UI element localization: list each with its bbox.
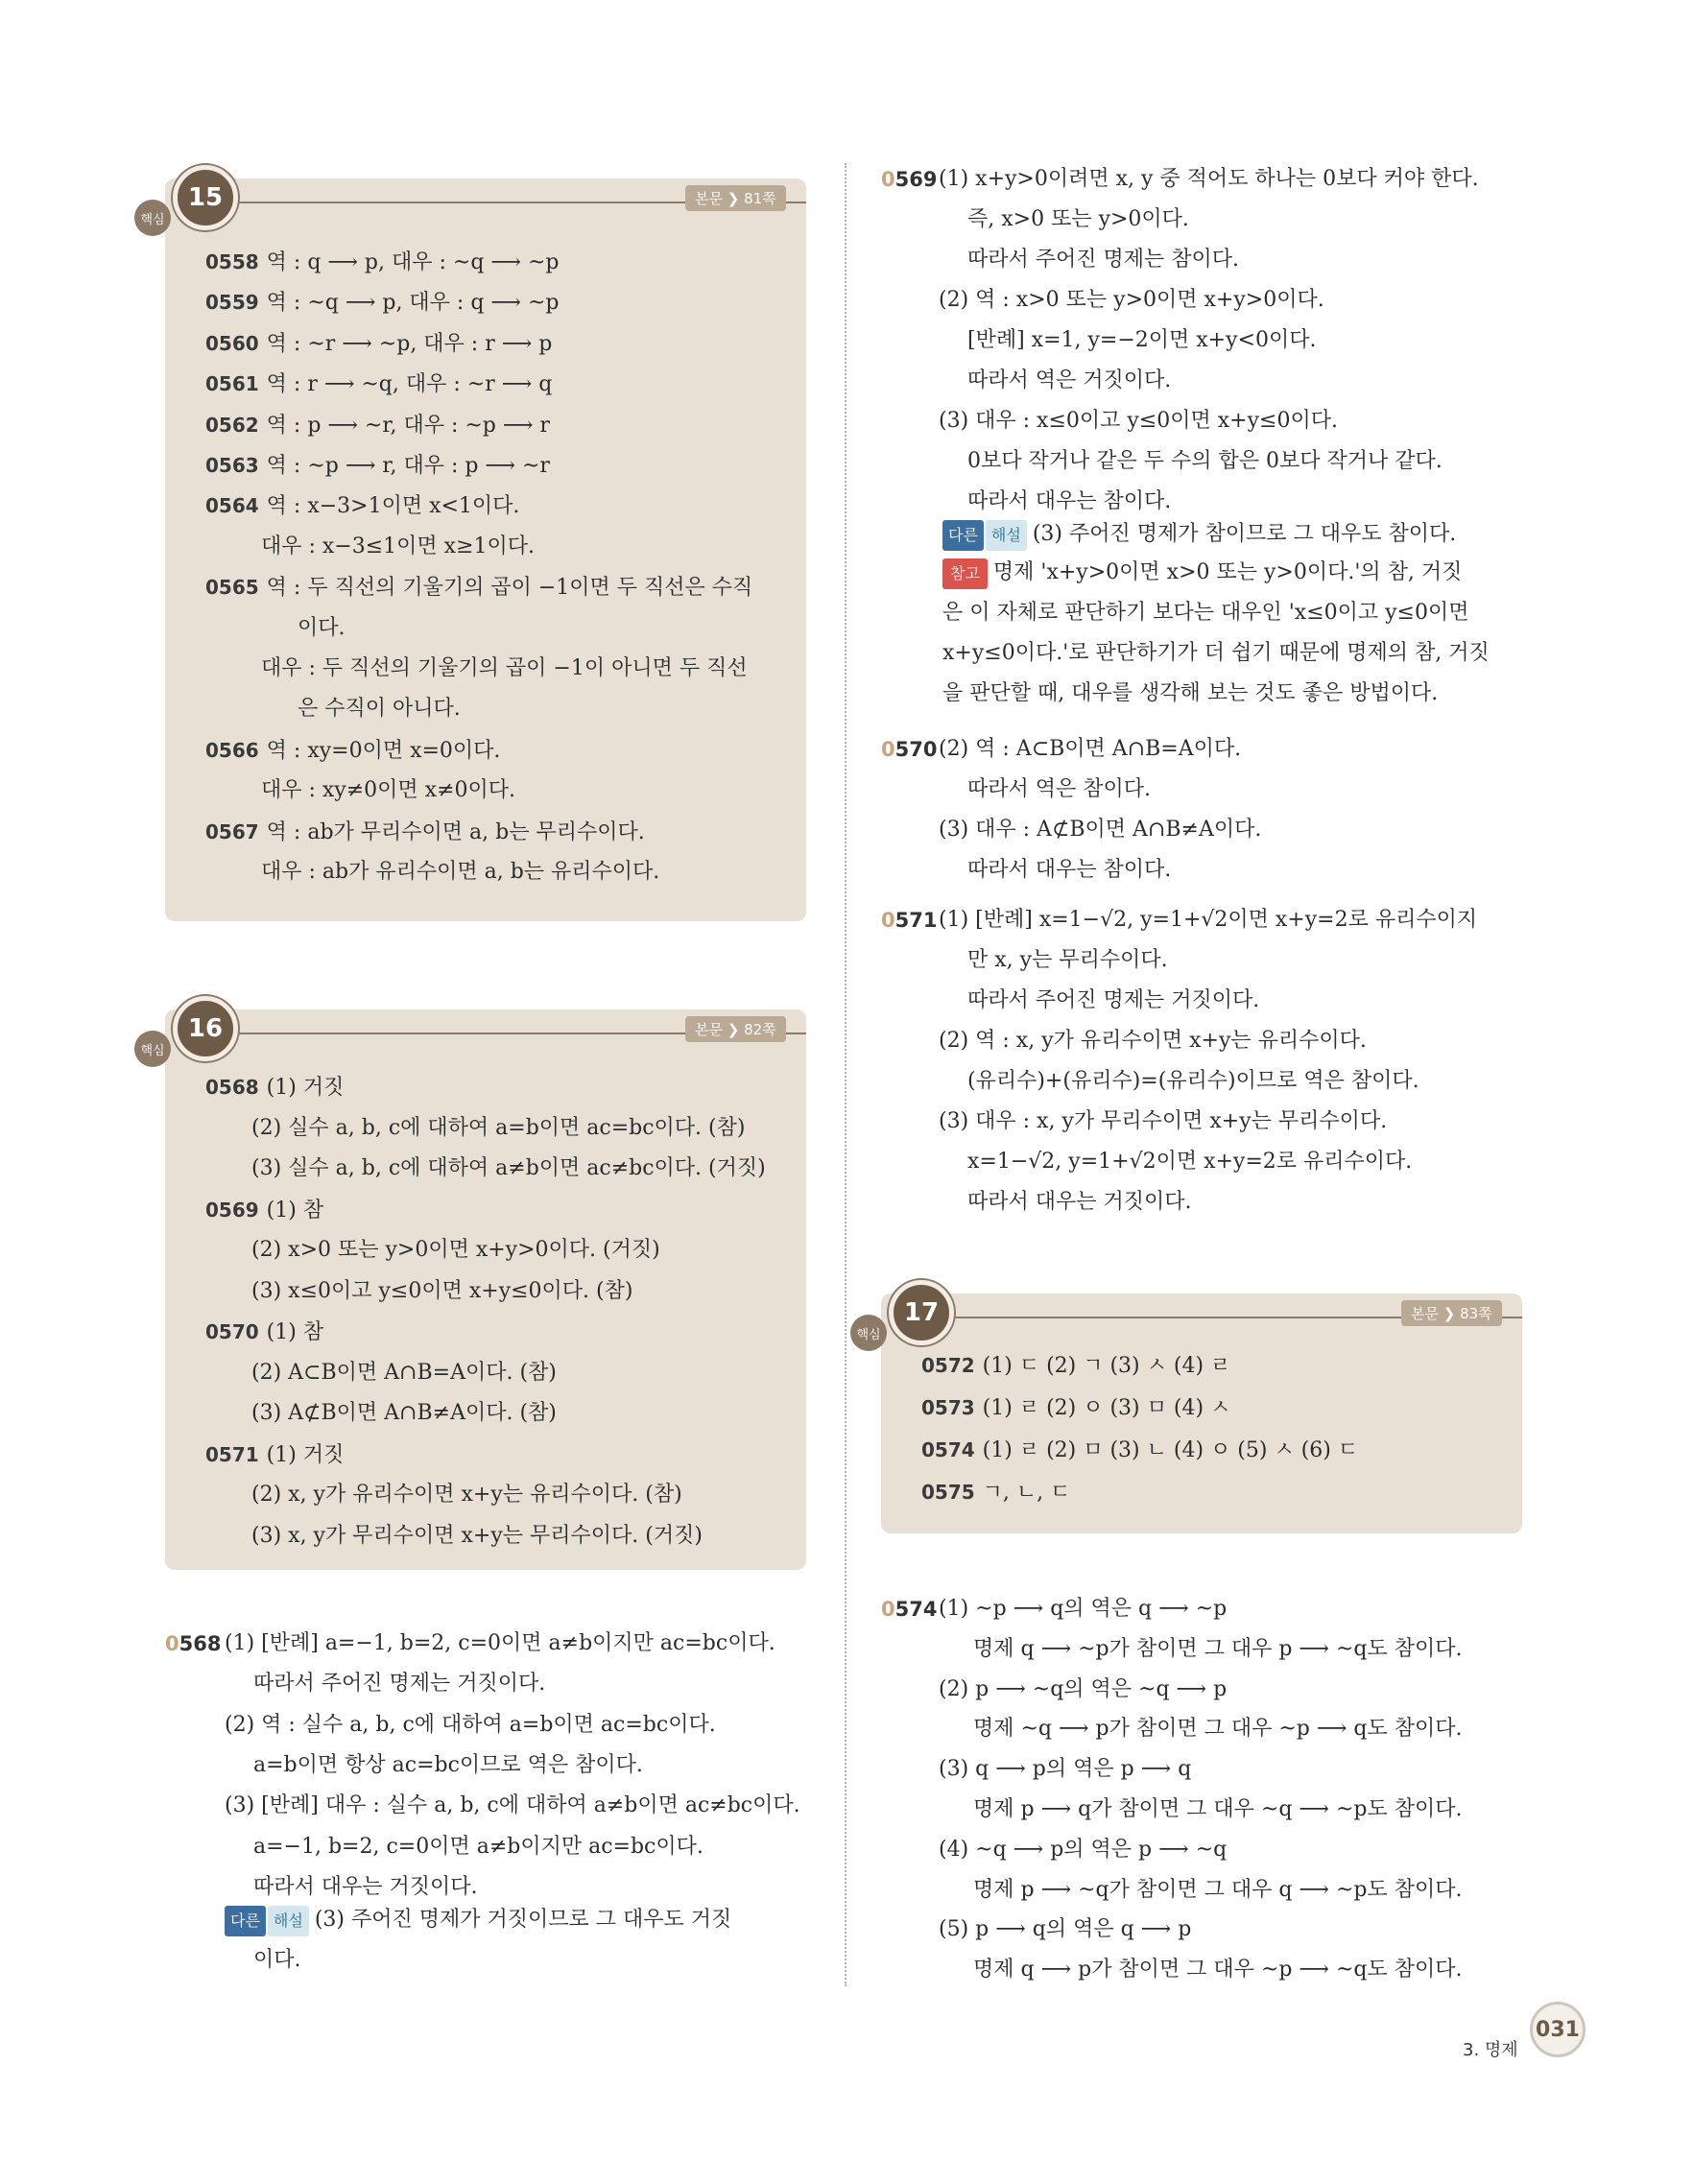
solution-line: 명제 q ⟶ p가 참이면 그 대우 ~p ⟶ ~q도 참이다. <box>973 1958 1463 1982</box>
solution-line: (3) 대우 : A⊄B이면 A∩B≠A이다. <box>939 818 1262 842</box>
answer-line <box>205 329 552 359</box>
problem-number: 0575 <box>921 1481 975 1504</box>
solution-line: a=b이면 항상 ac=bc이므로 역은 참이다. <box>253 1752 643 1777</box>
solution-line: (4) ~q ⟶ p의 역은 p ⟶ ~q <box>939 1837 1228 1862</box>
solution-line: (2) p ⟶ ~q의 역은 ~q ⟶ p <box>939 1676 1228 1701</box>
solution-line: (3) [반례] 대우 : 실수 a, b, c에 대하여 a≠b이면 ac≠bc이다. <box>225 1793 800 1818</box>
solution-line: 명제 p ⟶ ~q가 참이면 그 대우 q ⟶ ~p도 참이다. <box>973 1877 1463 1902</box>
solution-line: (2) 역 : 실수 a, b, c에 대하여 a=b이면 ac=bc이다. <box>225 1712 716 1737</box>
answer-line <box>921 1393 1230 1423</box>
problem-number: 0572 <box>921 1354 975 1377</box>
answer-line <box>205 573 752 603</box>
problem-number: 0568 <box>205 1076 259 1099</box>
solution-line: 따라서 대우는 참이다. <box>967 489 1172 513</box>
chapter-label: 3. 명제 <box>1463 2040 1518 2060</box>
solution-number-0569: 0569 <box>881 168 938 191</box>
line-text: (1) 참 <box>266 1320 324 1344</box>
solution-line: 따라서 대우는 참이다. <box>967 858 1172 882</box>
problem-number: 0574 <box>921 1438 975 1461</box>
note-0569: 참고 명제 'x+y>0이면 x>0 또는 y>0이다.'의 참, 거짓 <box>942 558 1462 589</box>
problem-number: 0562 <box>205 413 259 437</box>
answer-line <box>205 1073 344 1103</box>
problem-number: 0564 <box>205 494 259 518</box>
box-number-badge: 15 <box>173 165 238 230</box>
answer-line <box>251 1277 632 1306</box>
line-text: 역 : x−3>1이면 x<1이다. <box>266 494 520 519</box>
line-text: 역 : q ⟶ p, 대우 : ~q ⟶ ~p <box>266 250 560 274</box>
note-line: 을 판단할 때, 대우를 생각해 보는 것도 좋은 방법이다. <box>942 681 1439 705</box>
core-tag: 핵심 <box>850 1315 887 1351</box>
solution-line: 따라서 대우는 거짓이다. <box>253 1874 478 1899</box>
answer-line <box>251 1236 660 1265</box>
solution-line: x=1−√2, y=1+√2이면 x+y=2로 유리수이다. <box>967 1150 1413 1174</box>
answer-line <box>205 1196 323 1225</box>
solution-line: (3) q ⟶ p의 역은 p ⟶ q <box>939 1757 1192 1782</box>
solution-line: (유리수)+(유리수)=(유리수)이므로 역은 참이다. <box>967 1069 1419 1093</box>
column-divider <box>845 163 846 1986</box>
answer-line <box>205 1318 323 1347</box>
explanation-badge: 해설 <box>986 520 1027 551</box>
solution-line: (2) 역 : x>0 또는 y>0이면 x+y>0이다. <box>939 288 1324 312</box>
answer-line <box>921 1436 1358 1465</box>
line-text: 역 : ab가 무리수이면 a, b는 무리수이다. <box>266 819 645 844</box>
answer-line <box>261 776 515 805</box>
solution-number-0571: 0571 <box>881 909 938 932</box>
line-text: 대우 : xy≠0이면 x≠0이다. <box>261 778 516 803</box>
solution-number-0574: 0574 <box>881 1598 938 1621</box>
solution-line: 명제 q ⟶ ~p가 참이면 그 대우 p ⟶ ~q도 참이다. <box>973 1636 1463 1661</box>
solution-line: (1) [반례] x=1−√2, y=1+√2이면 x+y=2로 유리수이지 <box>939 908 1478 932</box>
answer-line <box>921 1351 1230 1381</box>
explanation-badge: 해설 <box>268 1906 309 1936</box>
line-text: (3) x, y가 무리수이면 x+y는 무리수이다. (거짓) <box>251 1523 703 1548</box>
alt-solution-0568-cont: 이다. <box>253 1948 301 1972</box>
line-text: 역 : ~r ⟶ ~p, 대우 : r ⟶ p <box>266 331 553 356</box>
answer-line <box>205 736 500 766</box>
note-line: x+y≤0이다.'로 판단하기가 더 쉽기 때문에 명제의 참, 거짓 <box>942 641 1490 665</box>
answer-line <box>251 1399 557 1428</box>
solution-line: 따라서 주어진 명제는 참이다. <box>967 248 1239 272</box>
textbook-page-ref: 본문 ❯ 81쪽 <box>685 185 786 211</box>
solution-line: 만 x, y는 무리수이다. <box>967 948 1168 972</box>
note-line: 은 이 자체로 판단하기 보다는 대우인 'x≤0이고 y≤0이면 <box>942 601 1469 625</box>
core-tag: 핵심 <box>134 200 171 236</box>
solution-line: 명제 p ⟶ q가 참이면 그 대우 ~q ⟶ ~p도 참이다. <box>973 1797 1463 1821</box>
line-text: 역 : xy=0이면 x=0이다. <box>266 738 501 763</box>
line-text: (2) x, y가 유리수이면 x+y는 유리수이다. (참) <box>251 1483 682 1507</box>
solution-line: (1) x+y>0이려면 x, y 중 적어도 하나는 0보다 커야 한다. <box>939 167 1479 191</box>
solution-line: 따라서 주어진 명제는 거짓이다. <box>967 988 1260 1012</box>
answer-line <box>298 695 461 724</box>
answer-line <box>261 533 535 561</box>
answer-line <box>205 491 519 521</box>
solution-line: 0보다 작거나 같은 두 수의 합은 0보다 작거나 같다. <box>967 449 1443 473</box>
answer-line <box>205 818 645 847</box>
line-text: 대우 : x−3≤1이면 x≥1이다. <box>261 534 536 558</box>
solution-line: [반례] x=1, y=−2이면 x+y<0이다. <box>967 328 1317 352</box>
answer-line <box>251 1359 557 1388</box>
solution-line: 따라서 역은 참이다. <box>967 777 1151 801</box>
answer-line <box>251 1154 766 1183</box>
problem-number: 0558 <box>205 250 259 273</box>
answer-line <box>205 411 550 440</box>
textbook-page-ref: 본문 ❯ 83쪽 <box>1401 1300 1502 1326</box>
line-text: (1) 거짓 <box>266 1442 345 1467</box>
problem-number: 0567 <box>205 819 259 843</box>
box-number-badge: 17 <box>889 1280 954 1345</box>
solution-line: 따라서 주어진 명제는 거짓이다. <box>253 1672 546 1697</box>
solution-line: 즉, x>0 또는 y>0이다. <box>967 207 1189 231</box>
answer-line <box>205 369 552 399</box>
problem-number: 0573 <box>921 1396 975 1419</box>
textbook-page-ref: 본문 ❯ 82쪽 <box>685 1016 786 1042</box>
core-tag: 핵심 <box>134 1031 171 1067</box>
line-text: 역 : ~q ⟶ p, 대우 : q ⟶ ~p <box>266 291 560 316</box>
solution-number-0568: 0568 <box>165 1632 222 1655</box>
line-text: (1) ㄹ (2) ㅁ (3) ㄴ (4) ㅇ (5) ㅅ (6) ㄷ <box>982 1438 1359 1462</box>
alt-badge: 다른 <box>942 520 984 551</box>
page-number: 031 <box>1530 2002 1586 2057</box>
note-badge: 참고 <box>942 558 988 589</box>
problem-number: 0571 <box>205 1442 259 1466</box>
line-text: (1) ㄹ (2) ㅇ (3) ㅁ (4) ㅅ <box>982 1396 1231 1420</box>
line-text: (1) 참 <box>266 1198 324 1223</box>
answer-line <box>298 614 346 643</box>
line-text: 역 : p ⟶ ~r, 대우 : ~p ⟶ r <box>266 413 550 438</box>
line-text: 은 수직이 아니다. <box>298 697 461 722</box>
solution-line: 따라서 대우는 거짓이다. <box>967 1190 1192 1214</box>
problem-number: 0570 <box>205 1320 259 1343</box>
answer-line <box>921 1478 1070 1507</box>
line-text: 역 : r ⟶ ~q, 대우 : ~r ⟶ q <box>266 372 553 397</box>
alt-badge: 다른 <box>225 1906 266 1936</box>
answer-line <box>261 858 659 887</box>
box-number-badge: 16 <box>173 996 238 1061</box>
solution-line: (1) [반례] a=−1, b=2, c=0이면 a≠b이지만 ac=bc이다. <box>225 1631 775 1655</box>
line-text: 이다. <box>298 615 346 640</box>
problem-number: 0569 <box>205 1198 259 1222</box>
answer-line <box>205 451 550 481</box>
solution-line: a=−1, b=2, c=0이면 a≠b이지만 ac=bc이다. <box>253 1834 703 1859</box>
answer-line <box>251 1522 703 1551</box>
solution-line: (3) 대우 : x, y가 무리수이면 x+y는 무리수이다. <box>939 1109 1388 1133</box>
line-text: (2) A⊂B이면 A∩B=A이다. (참) <box>251 1360 557 1385</box>
alt-solution-0569: 다른 해설 (3) 주어진 명제가 참이므로 그 대우도 참이다. <box>942 520 1456 551</box>
line-text: (1) 거짓 <box>266 1076 345 1100</box>
solution-line: (2) 역 : A⊂B이면 A∩B=A이다. <box>939 737 1242 761</box>
solution-line: (5) p ⟶ q의 역은 q ⟶ p <box>939 1917 1192 1942</box>
line-text: ㄱ, ㄴ, ㄷ <box>982 1481 1071 1505</box>
answer-line <box>261 654 748 683</box>
answer-line <box>205 288 559 318</box>
line-text: 역 : 두 직선의 기울기의 곱이 −1이면 두 직선은 수직 <box>266 576 753 601</box>
solution-line: (1) ~p ⟶ q의 역은 q ⟶ ~p <box>939 1597 1228 1621</box>
solution-number-0570: 0570 <box>881 738 938 761</box>
answer-line <box>251 1481 682 1509</box>
problem-number: 0559 <box>205 291 259 315</box>
problem-number: 0561 <box>205 372 259 396</box>
line-text: 역 : ~p ⟶ r, 대우 : p ⟶ ~r <box>266 454 550 478</box>
line-text: 대우 : ab가 유리수이면 a, b는 유리수이다. <box>261 860 660 884</box>
line-text: (2) 실수 a, b, c에 대하여 a=b이면 ac=bc이다. (참) <box>251 1115 746 1140</box>
solution-line: 명제 ~q ⟶ p가 참이면 그 대우 ~p ⟶ q도 참이다. <box>973 1717 1463 1742</box>
line-text: (1) ㄷ (2) ㄱ (3) ㅅ (4) ㄹ <box>982 1354 1231 1378</box>
problem-number: 0560 <box>205 331 259 355</box>
answer-line <box>205 248 559 277</box>
line-text: (2) x>0 또는 y>0이면 x+y>0이다. (거짓) <box>251 1238 660 1262</box>
solution-line: (2) 역 : x, y가 유리수이면 x+y는 유리수이다. <box>939 1029 1367 1053</box>
line-text: (3) 실수 a, b, c에 대하여 a≠b이면 ac≠bc이다. (거짓) <box>251 1156 766 1180</box>
answer-line <box>205 1440 344 1470</box>
solution-line: 따라서 역은 거짓이다. <box>967 368 1172 392</box>
problem-number: 0566 <box>205 738 259 762</box>
problem-number: 0565 <box>205 576 259 600</box>
solution-line: (3) 대우 : x≤0이고 y≤0이면 x+y≤0이다. <box>939 409 1338 433</box>
problem-number: 0563 <box>205 454 259 477</box>
answer-line <box>251 1114 745 1143</box>
alt-solution-0568: 다른 해설 (3) 주어진 명제가 거짓이므로 그 대우도 거짓 <box>225 1906 731 1936</box>
line-text: 대우 : 두 직선의 기울기의 곱이 −1이 아니면 두 직선 <box>261 656 748 680</box>
line-text: (3) A⊄B이면 A∩B≠A이다. (참) <box>251 1401 557 1425</box>
line-text: (3) x≤0이고 y≤0이면 x+y≤0이다. (참) <box>251 1278 633 1303</box>
